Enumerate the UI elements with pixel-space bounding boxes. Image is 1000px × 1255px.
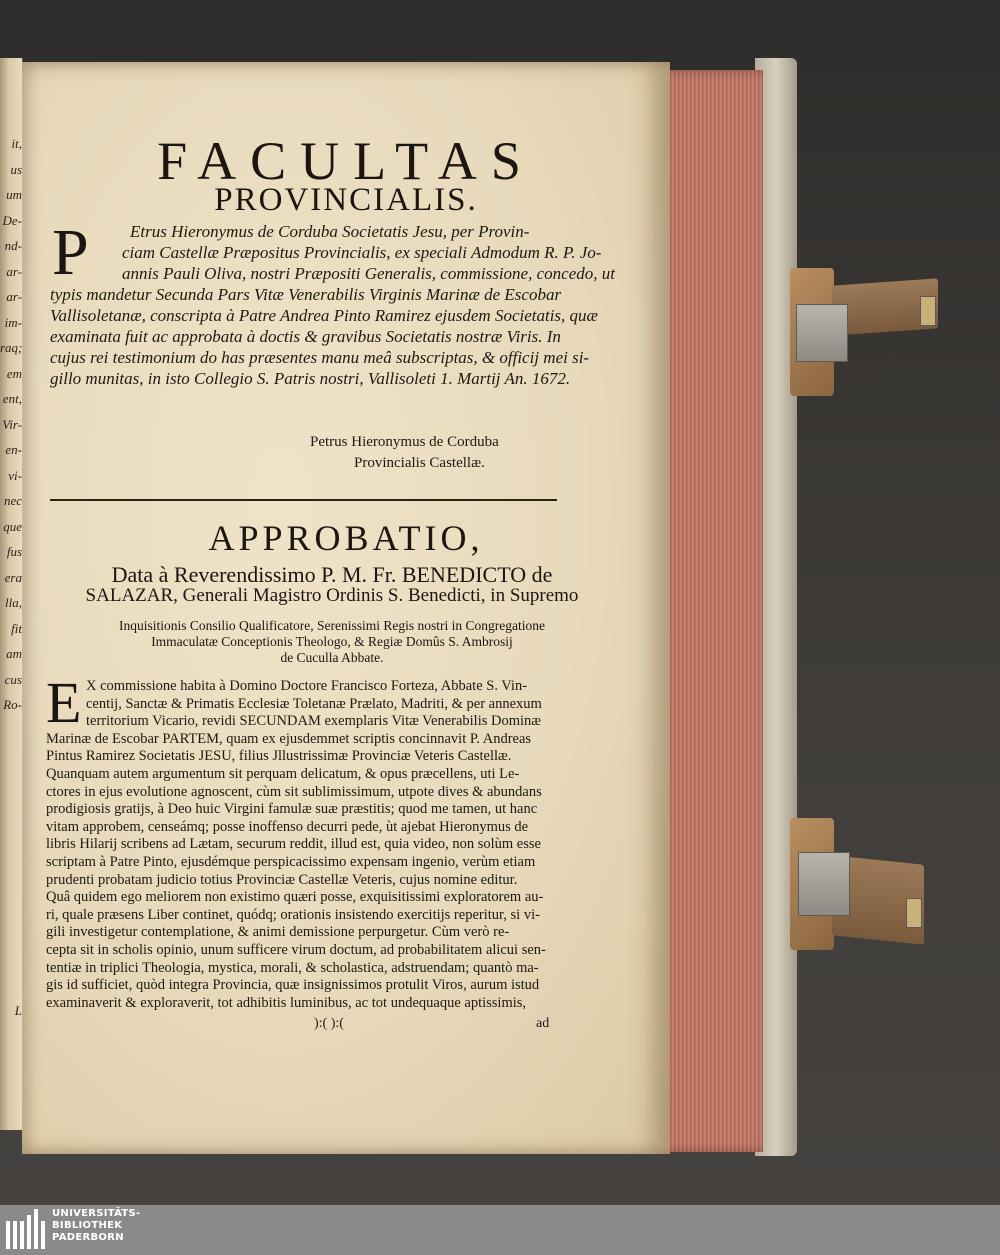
left-page-fragment: L [14, 1003, 22, 1018]
page-edges [655, 70, 763, 1152]
signature-title: Provincialis Castellæ. [354, 455, 485, 471]
left-page-fragment: um [6, 187, 22, 202]
left-page-fragment: ar- [6, 263, 22, 279]
logo-text-line2: BIBLIOTHEK [52, 1220, 123, 1231]
catchword: ad [536, 1016, 550, 1031]
approbatio-text-line: ctores in ejus evolutione agnoscent, cùm sit sublimissimum, utpote dives & abundans [46, 783, 542, 800]
left-page-fragment: Vir- [2, 416, 22, 432]
approbatio-text-line: X commissione habita à Domino Doctore Francisco Forteza, Abbate S. Vin- [86, 678, 528, 694]
left-page-fragment: fit [11, 620, 22, 636]
approbatio-text-line: Quâ quidem ego meliorem non existimo quæri posse, exquisitissimi exploratorem au- [46, 889, 544, 906]
approbatio-subtitle-line: Inquisitionis Consilio Qualificatore, Serenissimi Regis nostri in Congregatione [119, 618, 545, 633]
logo-text-line1: UNIVERSITÄTS- [52, 1208, 141, 1219]
left-page-fragment: en- [5, 442, 22, 457]
left-page-fragment: fus [6, 544, 22, 559]
left-page-fragment: it, [11, 136, 22, 151]
faculty-dropcap: P [52, 216, 89, 289]
approbatio-text-line: prudenti probatam judicio totius Provinciæ Castellæ Veteris, cujus nomine editur. [46, 871, 518, 888]
left-page-fragment: am [6, 646, 22, 661]
approbatio-subtitle-line: SALAZAR, Generali Magistro Ordinis S. Benedicti, in Supremo [85, 585, 579, 606]
left-page-fragment: que [3, 518, 22, 534]
approbatio-text-line: Quanquam autem argumentum sit perquam delicatum, & opus præcellens, uti Le- [46, 766, 520, 782]
left-page-fragment: nd- [4, 238, 22, 253]
left-page-fragment: cus [4, 671, 22, 687]
book-page [22, 62, 670, 1154]
facultas-title: FACULTAS [157, 131, 535, 191]
faculty-text-line: ciam Castellæ Præpositus Provincialis, ex speciali Admodum R. P. Jo- [122, 243, 602, 262]
faculty-text-line: typis mandetur Secunda Pars Vitæ Venerabilis Virginis Marinæ de Escobar [50, 285, 562, 304]
logo-text-line3: PADERBORN [52, 1232, 124, 1243]
approbatio-text-line: gis id sufficiet, quòd integra Provincia, quæ insignissimos protulit Viros, aurum istud [46, 977, 540, 994]
approbatio-text-line: prodigiosis gratijs, à Deo huic Virgini famulæ suæ præstitis; quod me tamen, ut hanc [46, 801, 538, 818]
faculty-text-line: annis Pauli Oliva, nostri Præpositi Generalis, commissione, concedo, ut [122, 264, 615, 283]
left-page-fragment: vi- [8, 467, 22, 483]
faculty-text-line: Vallisoletanæ, conscripta à Patre Andrea Pinto Ramirez ejusdem Societatis, quæ [50, 306, 598, 325]
provincialis-title: PROVINCIALIS. [214, 182, 478, 218]
left-page-fragment: raq; [0, 340, 22, 355]
approbatio-subtitle-line: Immaculatæ Conceptionis Theologo, & Regiæ Domûs S. Ambrosij [151, 634, 513, 649]
left-page-fragment: im- [4, 314, 22, 330]
approbatio-text-line: cepta sit in scholis opinio, unum sufficere virum doctum, ad probabilitatem alicui sen- [46, 942, 546, 958]
left-page-fragment: nec [3, 493, 22, 508]
left-page-fragment: De- [2, 212, 22, 228]
approbatio-dropcap: E [46, 670, 82, 735]
left-page-fragment: us [10, 161, 22, 177]
footer-bar [0, 1205, 1000, 1255]
signature-name: Petrus Hieronymus de Corduba [310, 434, 499, 450]
library-logo-icon [6, 1209, 46, 1249]
approbatio-title: APPROBATIO, [208, 518, 484, 558]
approbatio-text-line: Pintus Ramirez Societatis JESU, filius Jllustrissimæ Provinciæ Veteris Castellæ. [46, 748, 512, 765]
approbatio-text-line: ri, quale præsens Liber continet, quódq; orationis insistendo exercitijs reperitur, si vi- [46, 906, 540, 923]
faculty-text-line: cujus rei testimonium do has præsentes manu meâ subscriptas, & officij mei si- [50, 348, 590, 367]
left-page-fragment: Ro- [3, 697, 22, 712]
approbatio-text-line: vitam approbem, censeámq; posse inoffenso decurri pede, ùt ajebat Hieronymus de [46, 818, 529, 835]
left-page-fragment: era [4, 569, 22, 585]
approbatio-text-line: centij, Sanctæ & Primatis Ecclesiæ Toletanæ Prælato, Madriti, & per annexum [86, 695, 542, 712]
previous-page-edge [0, 58, 23, 1130]
faculty-text-line: examinata fuit ac approbata à doctis & gravibus Societatis nostræ Viris. In [50, 327, 561, 346]
left-page-fragment: lla, [5, 595, 22, 610]
approbatio-text-line: Marinæ de Escobar PARTEM, quam ex ejusdemmet scriptis concinnavit P. Andreas [46, 730, 532, 747]
approbatio-text-line: libris Hilarij scribens ad Lætam, securum reddit, illud est, quia video, non solùm esse [46, 836, 541, 853]
approbatio-subtitle-line: de Cuculla Abbate. [280, 650, 384, 665]
left-page-fragment: ent, [2, 391, 22, 406]
left-page-fragment: ar- [6, 289, 22, 304]
approbatio-text-line: tentiæ in triplici Theologia, mystica, morali, & scholastica, adstruendam; quantò ma- [46, 959, 539, 976]
approbatio-text-line: examinaverit & exploraverit, tot adhibitis luminibus, ac tot undequaque aptissimis, [46, 994, 527, 1011]
approbatio-text-line: scriptam à Patre Pinto, ejusdémque perspicacissimo expensam ingenio, verùm etiam [46, 854, 536, 870]
faculty-text-line: gillo munitas, in isto Collegio S. Patris nostri, Vallisoleti 1. Martij An. 1672. [50, 369, 571, 388]
section-divider [50, 499, 557, 501]
faculty-text-line: Etrus Hieronymus de Corduba Societatis Jesu, per Provin- [130, 222, 530, 241]
approbatio-text-line: territorium Vicario, revidi SECUNDAM exemplaris Vitæ Venerabilis Dominæ [86, 713, 541, 730]
approbatio-text-line: gili investigetur contemplatione, & animi demissione perpurgetur. Cùm verò re- [46, 924, 510, 941]
approbatio-subtitle-line: Data à Reverendissimo P. M. Fr. BENEDICTO de [111, 562, 553, 587]
signature-mark: ):( ):( [314, 1016, 344, 1031]
left-page-fragment: em [6, 365, 22, 381]
